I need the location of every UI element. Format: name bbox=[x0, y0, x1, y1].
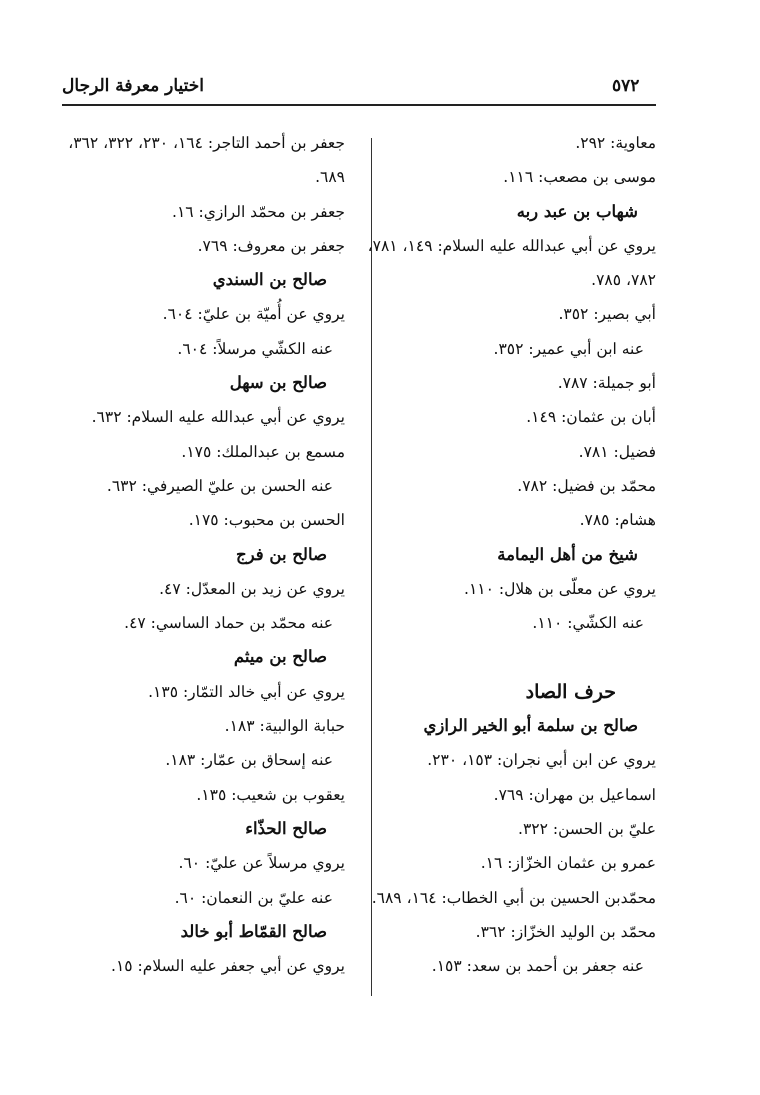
index-entry: يروي عن أبي عبدالله عليه السلام: ٦٣٢. bbox=[91, 408, 345, 427]
index-entry: يروي عن أبي عبدالله عليه السلام: ١٤٩، ٧٨١، bbox=[367, 236, 656, 255]
spacer bbox=[386, 644, 656, 678]
index-entry: يروي مرسلاً عن عليّ: ٦٠. bbox=[178, 854, 345, 873]
index-entry: يعقوب بن شعيب: ١٣٥. bbox=[196, 785, 345, 804]
index-entry: عمرو بن عثمان الخزّاز: ١٦. bbox=[480, 854, 656, 873]
header-rule bbox=[62, 104, 656, 106]
entry-heading: شهاب بن عبد ربه bbox=[516, 201, 638, 221]
index-entry: هشام: ٧٨٥. bbox=[579, 511, 656, 530]
section-title: حرف الصاد bbox=[525, 680, 616, 703]
index-entry: أبو جميلة: ٧٨٧. bbox=[557, 374, 656, 393]
right-column bbox=[367, 130, 656, 987]
entry-heading: صالح بن السندي bbox=[212, 270, 327, 290]
index-entry: موسى بن مصعب: ١١٦. bbox=[503, 168, 656, 187]
index-entry: عنه الكشّي: ١١٠. bbox=[532, 614, 644, 633]
entry-heading: صالح بن سلمة أبو الخير الرازي bbox=[423, 716, 638, 736]
entry-heading: صالح بن فرج bbox=[236, 544, 327, 564]
index-entry: جعفر بن محمّد الرازي: ١٦. bbox=[172, 202, 345, 221]
entry-heading: صالح بن سهل bbox=[229, 373, 327, 393]
index-entry: ٦٨٩. bbox=[315, 168, 345, 187]
index-entry: عنه الكشّي مرسلاً: ٦٠٤. bbox=[177, 339, 333, 358]
index-entry: أبي بصير: ٣٥٢. bbox=[558, 305, 656, 324]
index-entry: يروي عن أُميّة بن عليّ: ٦٠٤. bbox=[162, 305, 345, 324]
index-entry: عنه الحسن بن عليّ الصيرفي: ٦٣٢. bbox=[106, 476, 333, 495]
index-entry: جعفر بن معروف: ٧٦٩. bbox=[197, 236, 345, 255]
entry-heading: صالح الحذّاء bbox=[245, 818, 327, 838]
index-entry: عنه محمّد بن حماد الساسي: ٤٧. bbox=[124, 614, 333, 633]
running-title: اختيار معرفة الرجال bbox=[62, 76, 204, 96]
index-entry: يروي عن أبي خالد التمّار: ١٣٥. bbox=[148, 682, 345, 701]
index-entry: محمّدبن الحسين بن أبي الخطاب: ١٦٤، ٦٨٩. bbox=[371, 888, 656, 907]
index-entry: يروي عن زيد بن المعدّل: ٤٧. bbox=[159, 579, 345, 598]
page-header bbox=[0, 0, 760, 110]
index-entry: محمّد بن الوليد الخزّاز: ٣٦٢. bbox=[475, 922, 656, 941]
index-entry: جعفر بن أحمد التاجر: ١٦٤، ٢٣٠، ٣٢٢، ٣٦٢، bbox=[68, 134, 345, 152]
index-entry: اسماعيل بن مهران: ٧٦٩. bbox=[493, 785, 656, 804]
index-entry: يروي عن أبي جعفر عليه السلام: ١٥. bbox=[111, 957, 345, 976]
index-entry: عنه جعفر بن أحمد بن سعد: ١٥٣. bbox=[431, 957, 644, 976]
index-entry: أبان بن عثمان: ١٤٩. bbox=[526, 408, 656, 427]
left-column bbox=[45, 130, 345, 987]
entry-heading: صالح القمّاط أبو خالد bbox=[180, 921, 327, 941]
index-entry: حبابة الوالبية: ١٨٣. bbox=[224, 717, 345, 736]
index-entry: عنه عليّ بن النعمان: ٦٠. bbox=[174, 888, 333, 907]
index-entry: الحسن بن محبوب: ١٧٥. bbox=[188, 511, 345, 530]
index-entry: عليّ بن الحسن: ٣٢٢. bbox=[518, 819, 656, 838]
index-entry: يروي عن ابن أبي نجران: ١٥٣، ٢٣٠. bbox=[427, 751, 656, 770]
index-entry: عنه ابن أبي عمير: ٣٥٢. bbox=[493, 339, 644, 358]
index-entry: محمّد بن فضيل: ٧٨٢. bbox=[517, 476, 656, 495]
entry-heading: شيخ من أهل اليمامة bbox=[497, 544, 638, 564]
index-entry: فضيل: ٧٨١. bbox=[578, 442, 656, 461]
index-entry: ٧٨٢، ٧٨٥. bbox=[591, 271, 656, 290]
index-entry: معاوية: ٢٩٢. bbox=[575, 134, 656, 152]
index-entry: يروي عن معلّى بن هلال: ١١٠. bbox=[464, 579, 656, 598]
index-entry: مسمع بن عبدالملك: ١٧٥. bbox=[181, 442, 345, 461]
index-entry: عنه إسحاق بن عمّار: ١٨٣. bbox=[165, 751, 333, 770]
column-divider bbox=[371, 138, 372, 996]
entry-heading: صالح بن ميثم bbox=[233, 647, 327, 667]
page-number: ٥٧٢ bbox=[612, 76, 640, 96]
